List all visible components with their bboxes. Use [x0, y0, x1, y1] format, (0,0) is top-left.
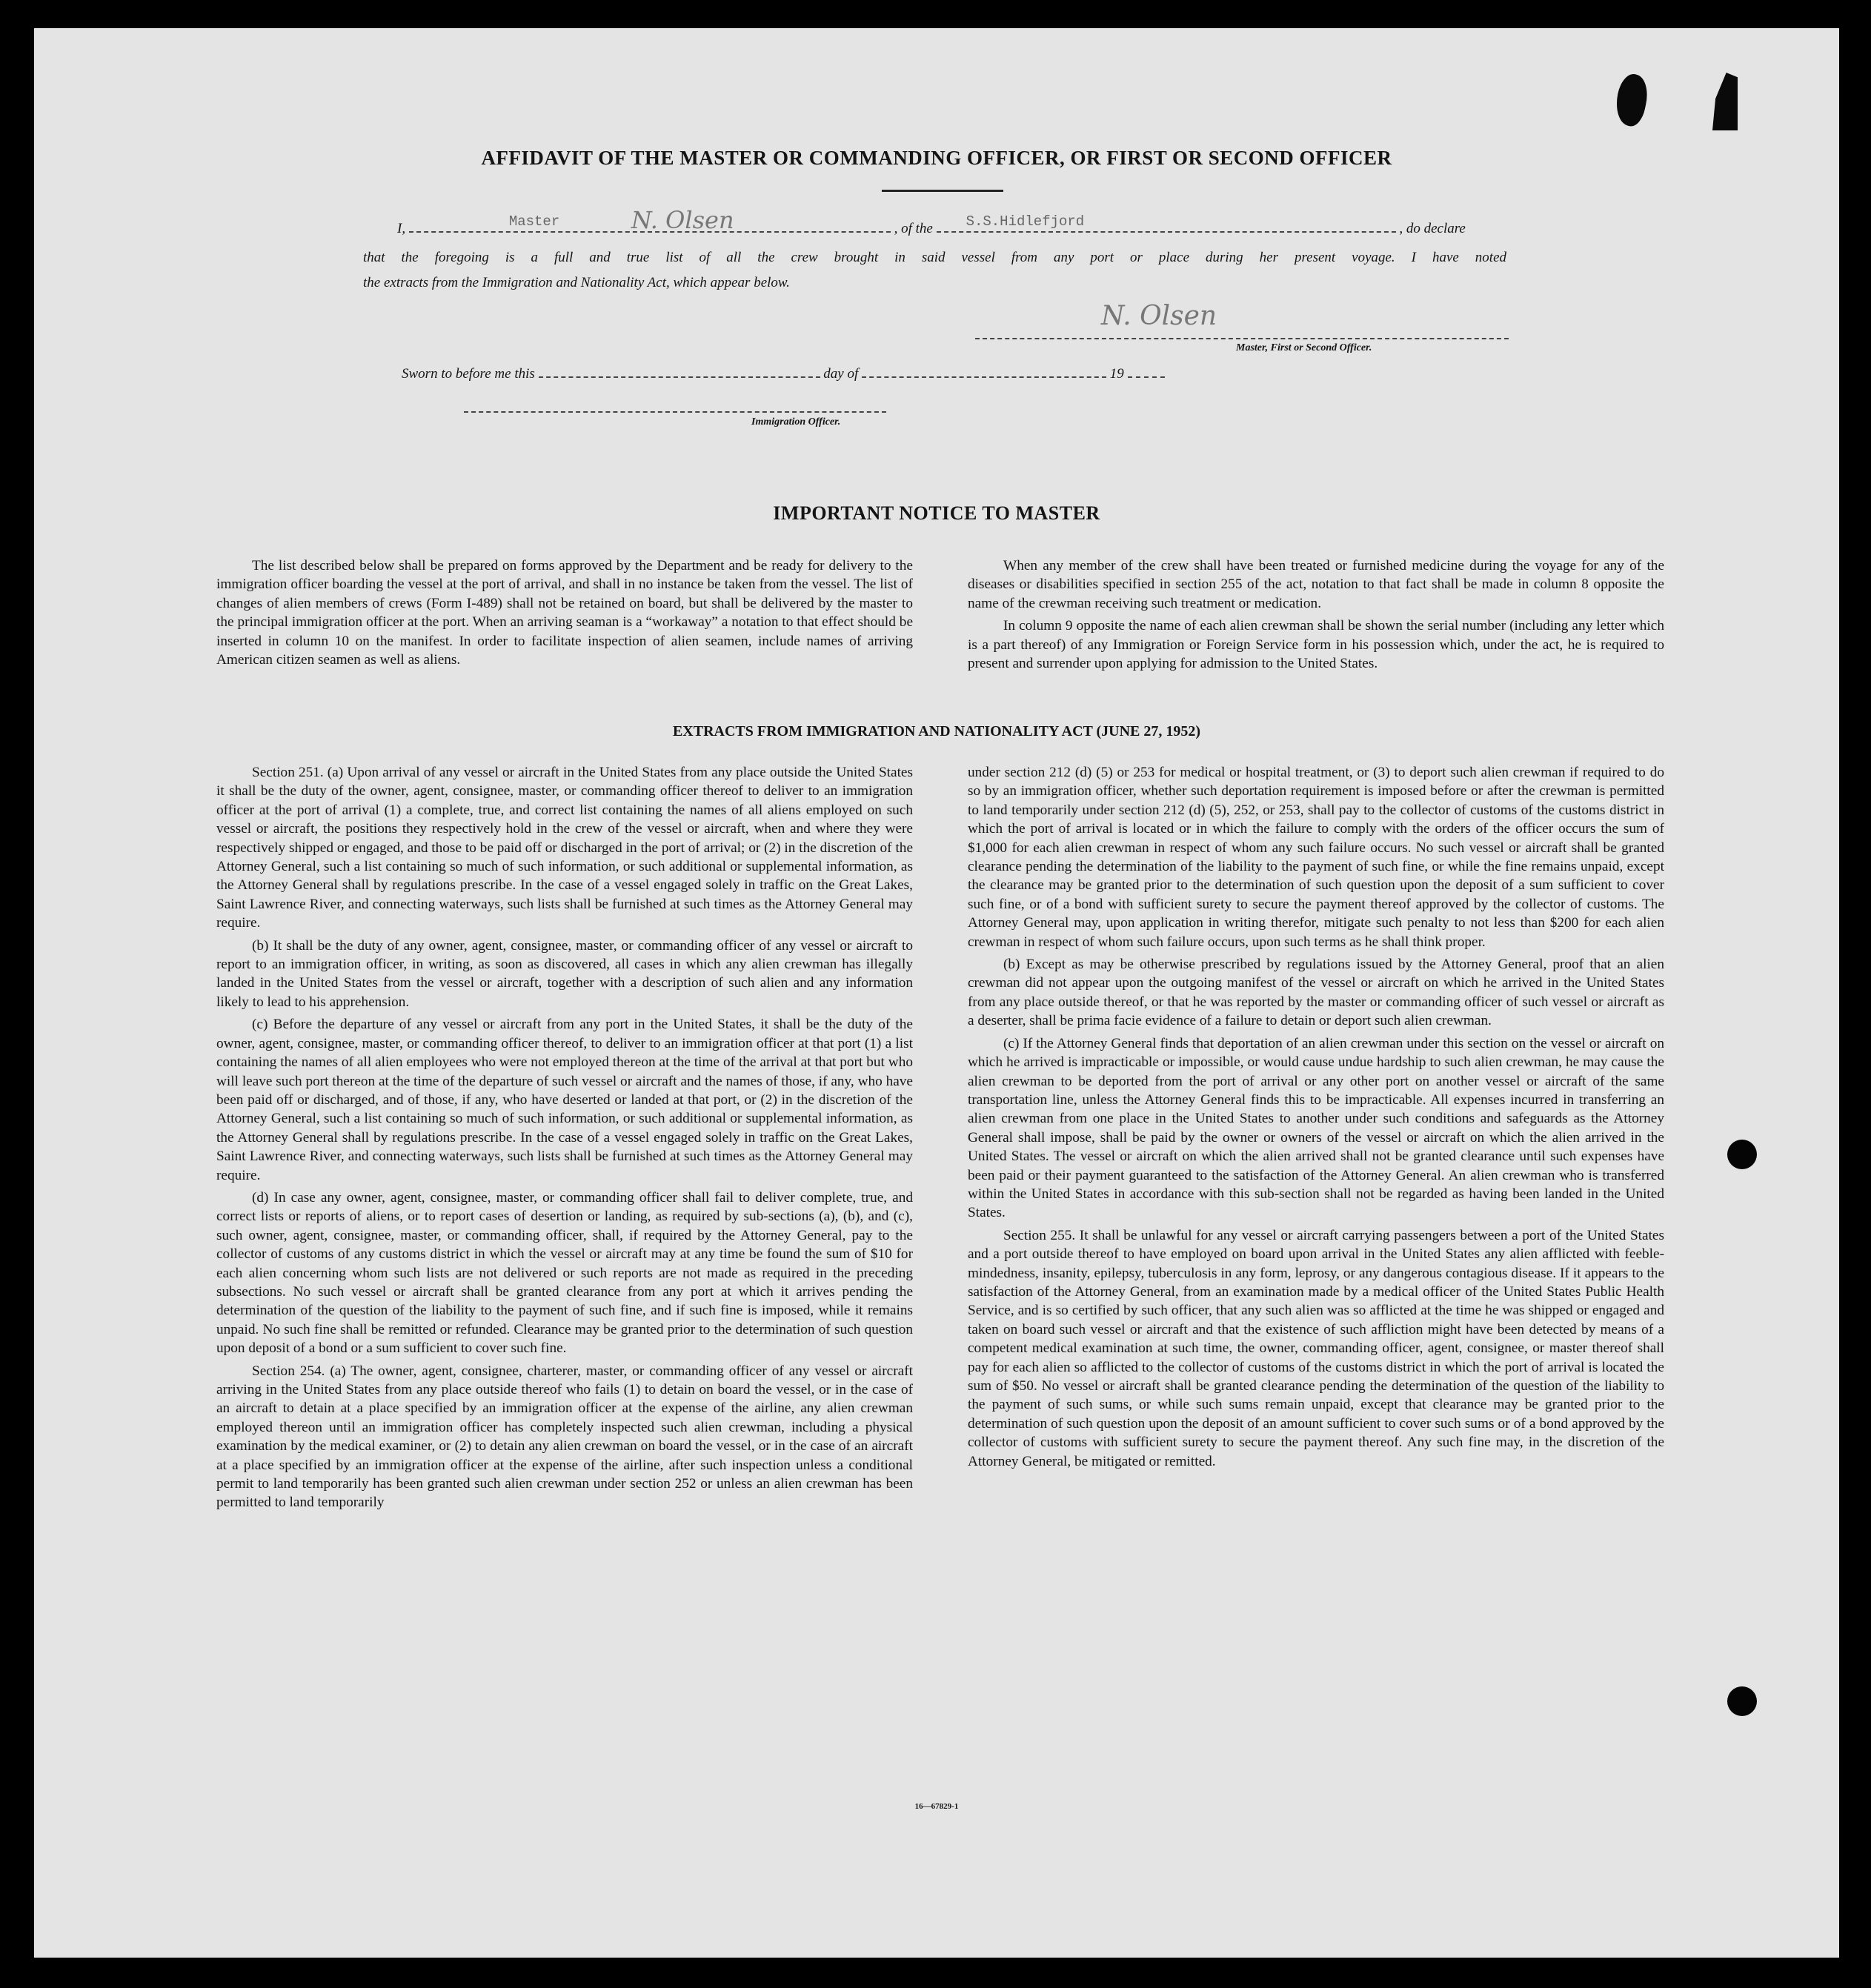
extracts-right-column	[968, 763, 1664, 1475]
master-name-field	[409, 206, 891, 234]
declaration-line-1: that the foregoing is a full and true list of all the crew brought in said vessel from any port or place during her present voyage. I have noted	[363, 250, 1506, 265]
section-251-b: (b) It shall be the duty of any owner, agent, consignee, master, or commanding officer of any vessel or aircraft to report to an immigration officer, in writing, as soon as discovered, all cases in which any alien crewman has illegally landed in the United States from the vessel or aircraft, together with a description of such alien and any information likely to lead to his apprehension.	[216, 937, 913, 1010]
affidavit-declarant-line	[397, 206, 1466, 237]
officer-caption: Master, First or Second Officer.	[1236, 342, 1372, 353]
section-254-a: Section 254. (a) The owner, agent, consignee, charterer, master, or commanding officer of any vessel or aircraft arriving in the United States from any place outside thereof who fails (1) to detain on board the vessel, or in the case of an aircraft to detain at a place specified by an immigration officer at the expense of the airline, any alien crewman employed thereon until an immigration officer has completely inspected such alien crewman, including a physical examination by the medical examiner, or (2) to detain any alien crewman on board the vessel, or in the case of an aircraft at a place specified by an immigration officer at the expense of the airline, after such inspection unless a conditional permit to land temporarily has been granted such alien crewman under section 252 or unless an alien crewman has been permitted to land temporarily	[216, 1363, 913, 1511]
extracts-left-column	[216, 763, 913, 1516]
notice-left-column	[216, 556, 913, 673]
extracts-title: EXTRACTS FROM IMMIGRATION AND NATIONALITY ACT (JUNE 27, 1952)	[672, 723, 1201, 739]
label-do-declare: , do declare	[1399, 221, 1466, 236]
section-254-a-continued: under section 212 (d) (5) or 253 for medical or hospital treatment, or (3) to deport such alien crewman if required to do so by an immigration officer, whether such deportation requirement is imposed before or after the crewman is permitted to land temporarily under section 212 (d) (5), 252, or 253, shall pay to the collector of customs of the customs district in which the port of arrival is located or in which the failure to comply with the orders of the officer occurs the sum of $1,000 for each alien crewman in respect of whom any such failure occurs. No such vessel or aircraft shall be granted clearance pending the determination of the liability to the payment of such fine, or while the fine remains unpaid, except the clearance may be granted prior to the determination of such question upon the deposit of a sum sufficient to cover such fine, or of a bond with sufficient surety to secure the payment thereof approved by the collector of customs. The Attorney General may, upon application in writing therefor, mitigate such penalty to not less than $200 for each alien crewman in respect of whom such failure occurs, upon such terms as he shall think proper.	[968, 765, 1664, 950]
document-page	[34, 28, 1839, 1958]
affidavit-title: AFFIDAVIT OF THE MASTER OR COMMANDING OFFICER, OR FIRST OR SECOND OFFICER	[481, 147, 1392, 169]
section-254-c: (c) If the Attorney General finds that deportation of an alien crewman under this section on the vessel or aircraft on which he arrived is impracticable or impossible, or would cause undue hardship to such alien crewman, he may cause the alien crewman to be deported from the port of arrival or any other port on another vessel or aircraft of the same transportation line, unless the Attorney General finds this to be impracticable. All expenses incurred in transferring an alien crewman from one place in the United States to another under such conditions and safeguards as the Attorney General shall impose, shall be paid by the owner or owners of the vessel or aircraft on which the alien arrived in the United States. The vessel or aircraft on which the alien arrived shall not be granted clearance until such expenses have been paid or their payment guaranteed to the satisfaction of the Attorney General. An alien crewman who is transferred within the United States in accordance with this sub-section shall not be regarded as having been landed in the United States.	[968, 1035, 1664, 1221]
immigration-officer-caption: Immigration Officer.	[751, 416, 841, 428]
ink-blot-mark	[1712, 73, 1738, 130]
title-divider	[882, 190, 1003, 192]
label-i: I,	[397, 221, 406, 236]
vessel-name-field	[937, 213, 1396, 233]
label-of-the: , of the	[894, 221, 933, 236]
master-typed: Master	[508, 213, 560, 230]
notice-right-paragraph-2: In column 9 opposite the name of each alien crewman shall be shown the serial number (including any letter which is a part thereof) of any Immigration or Foreign Service form in his possession which, under the act, he is required to present and surrender upon applying for admission to the United States.	[968, 618, 1664, 672]
notice-title: IMPORTANT NOTICE TO MASTER	[773, 502, 1100, 524]
punch-hole	[1727, 1686, 1757, 1716]
section-251-c: (c) Before the departure of any vessel or aircraft from any port in the United States, it shall be the duty of the owner, agent, consignee, master, or commanding officer thereof, to deliver to an immigration officer at that port (1) a list containing the names of all alien employees who were not employed thereon at the time of the arrival at that port but who will leave such port thereon at the time of the departure of such vessel or aircraft and the names of those, if any, who have been paid off or discharged, and of those, if any, who have deserted or landed at that port, or (2) in the discretion of the Attorney General, such a list containing so much of such information, or such additional or supplemental information, as the Attorney General shall by regulations prescribe. In the case of a vessel engaged solely in traffic on the Great Lakes, Saint Lawrence River, and connecting waterways, such lists shall be furnished at such times as the Attorney General may require.	[216, 1017, 913, 1183]
notice-left-paragraph: The list described below shall be prepared on forms approved by the Department and be ready for delivery to the immigration officer boarding the vessel at the port of arrival, and shall in no instance be taken from the vessel. The list of changes of alien members of crews (Form I-489) shall not be retained on board, but shall be delivered by the master to the principal immigration officer at the port. When an arriving seaman is a “workaway” a notation to that effect should be inserted in column 10 on the manifest. In order to facilitate inspection of alien seamen, include names of arriving American citizen seamen as well as aliens.	[216, 558, 913, 668]
declaration-line-2: the extracts from the Immigration and Nationality Act, which appear below.	[363, 275, 790, 290]
notice-right-column	[968, 556, 1664, 676]
sworn-month-field	[862, 363, 1106, 378]
ink-blot-mark	[1612, 72, 1652, 129]
section-251-a: Section 251. (a) Upon arrival of any vessel or aircraft in the United States from any place outside the United States it shall be the duty of the owner, agent, consignee, master, or commanding officer thereof to deliver to an immigration officer at the port of arrival (1) a complete, true, and correct list containing the names of all aliens employed on such vessel or aircraft, the positions they respectively hold in the crew of the vessel or aircraft, when and where they were respectively shipped or engaged, and those to be paid off or discharged in the port of arrival; or (2) in the discretion of the Attorney General, such a list containing so much of such information, or such additional or supplemental information, as the Attorney General shall by regulations prescribe. In the case of a vessel engaged solely in traffic on the Great Lakes, Saint Lawrence River, and connecting waterways, such lists shall be furnished at such times as the Attorney General may require.	[216, 765, 913, 931]
label-year: 19	[1109, 366, 1124, 382]
section-254-b: (b) Except as may be otherwise prescribed by regulations issued by the Attorney General, proof that an alien crewman did not appear upon the outgoing manifest of the vessel or aircraft on which he arrived in the United States from any place outside thereof, or that he was reported by the master or commanding officer of such vessel or aircraft as a deserter, shall be prima facie evidence of a failure to detain or deport such alien crewman.	[968, 957, 1664, 1029]
vessel-typed: S.S.Hidlefjord	[966, 213, 1085, 230]
form-number: 16—67829-1	[914, 1802, 959, 1811]
sworn-line	[402, 363, 1165, 382]
label-sworn: Sworn to before me this	[402, 366, 535, 382]
master-signature: N. Olsen	[631, 206, 734, 234]
section-251-d: (d) In case any owner, agent, consignee, master, or commanding officer shall fail to deliver complete, true, and correct lists or reports of aliens, or to report cases of desertion or landing, as required by sub-sections (a), (b), and (c), such owner, agent, consignee, master, or commanding officer, shall, if required by the Attorney General, pay to the collector of customs of any customs district in which the vessel or aircraft may at any time be found the sum of $10 for each alien concerning whom such lists are not delivered or such reports are not made as required in the preceding subsections. No such vessel or aircraft shall be granted clearance from any port at which it arrives pending the determination of the question of the liability to the payment of such fine, and if such fine is imposed, while it remains unpaid. No such fine shall be remitted or refunded. Clearance may be granted prior to the determination of such question upon deposit of a bond or a sum sufficient to cover such fine.	[216, 1189, 913, 1357]
immigration-officer-line	[464, 411, 886, 413]
punch-hole	[1727, 1140, 1757, 1169]
notice-right-paragraph-1: When any member of the crew shall have been treated or furnished medicine during the voyage for any of the diseases or disabilities specified in section 255 of the act, notation to that fact shall be made in column 8 opposite the name of the crewman receiving such treatment or medication.	[968, 558, 1664, 611]
officer-signature: N. Olsen	[1101, 301, 1217, 331]
label-day-of: day of	[823, 366, 859, 382]
section-255: Section 255. It shall be unlawful for any vessel or aircraft carrying passengers between a port of the United States and a port outside thereof to have employed on board upon arrival in the United States any alien afflicted with feeble-mindedness, insanity, epilepsy, tuberculosis in any form, leprosy, or any dangerous contagious disease. If it appears to the satisfaction of the Attorney General, from an examination made by a medical officer of the United States Public Health Service, and is so certified by such officer, that any such alien was so afflicted at the time he was shipped or engaged and taken on board such vessel or aircraft and that the existence of such affliction might have been detected by means of a competent medical examination at such time, the owner, commanding officer, agent, consignee, or master thereof shall pay for each alien so afflicted to the collector of customs of the customs district in which the port of arrival is located the sum of $50. No vessel or aircraft shall be granted clearance pending the determination of the question of the liability to the payment of such sums, or while such sums remain unpaid, except that clearance may be granted prior to the determination of such question upon the deposit of an amount sufficient to cover such sums or of a bond approved by the collector of customs with sufficient surety to secure the payment thereof. Any such fine may, in the discretion of the Attorney General, be mitigated or remitted.	[968, 1227, 1664, 1469]
sworn-year-field	[1128, 363, 1165, 378]
officer-signature-line	[975, 338, 1509, 339]
sworn-day-field	[539, 363, 820, 378]
